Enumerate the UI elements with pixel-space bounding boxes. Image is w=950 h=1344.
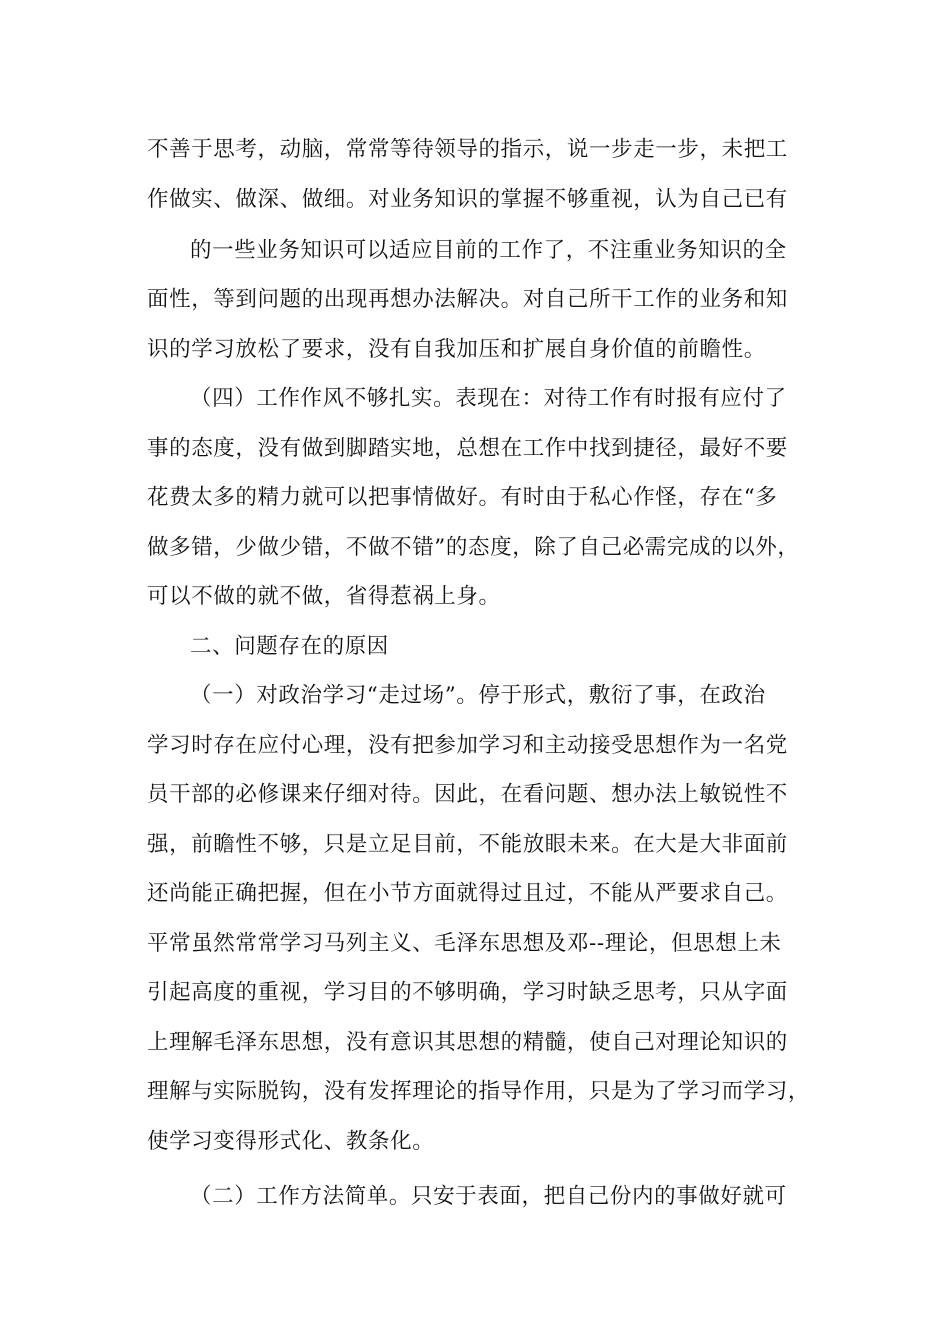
text-line: 作做实、做深、做细。对业务知识的掌握不够重视，认为自己已有	[147, 187, 788, 212]
text-line: 引起高度的重视，学习目的不够明确，学习时缺乏思考，只从字面	[147, 980, 788, 1005]
text-line: 事的态度，没有做到脚踏实地，总想在工作中找到捷径，最好不要	[147, 436, 788, 461]
text-line: （一）对政治学习“走过场”。停于形式，敷衍了事，在政治	[190, 683, 766, 708]
text-line: 平常虽然常常学习马列主义、毛泽东思想及邓--理论，但思想上未	[147, 931, 782, 956]
text-line: 不善于思考，动脑，常常等待领导的指示，说一步走一步，未把工	[147, 137, 788, 162]
text-line: （四）工作作风不够扎实。表现在：对待工作有时报有应付了	[190, 386, 787, 411]
text-line: 上理解毛泽东思想，没有意识其思想的精髓，使自己对理论知识的	[147, 1030, 788, 1055]
text-line: 识的学习放松了要求，没有自我加压和扩展自身价值的前瞻性。	[147, 337, 766, 362]
text-line: （二）工作方法简单。只安于表面，把自己份内的事做好就可	[190, 1184, 787, 1209]
text-line: 花费太多的精力就可以把事情做好。有时由于私心作怪，存在“多	[147, 485, 778, 510]
text-line: 员干部的必修课来仔细对待。因此，在看问题、想办法上敏锐性不	[147, 782, 788, 807]
section-heading: 二、问题存在的原因	[190, 634, 389, 659]
text-line: 使学习变得形式化、教条化。	[147, 1129, 435, 1154]
text-line: 学习时存在应付心理，没有把参加学习和主动接受思想作为一名党	[147, 733, 788, 758]
text-line: 面性，等到问题的出现再想办法解决。对自己所干工作的业务和知	[147, 287, 788, 312]
text-line: 可以不做的就不做，省得惹祸上身。	[147, 584, 501, 609]
text-line: 强，前瞻性不够，只是立足目前，不能放眼未来。在大是大非面前	[147, 832, 788, 857]
text-line: 做多错，少做少错，不做不错”的态度，除了自己必需完成的以外，	[147, 535, 800, 560]
text-line: 还尚能正确把握，但在小节方面就得过且过，不能从严要求自己。	[147, 881, 788, 906]
text-line: 的一些业务知识可以适应目前的工作了，不注重业务知识的全	[190, 238, 787, 263]
text-line: 理解与实际脱钩，没有发挥理论的指导作用，只是为了学习而学习，	[147, 1079, 811, 1104]
